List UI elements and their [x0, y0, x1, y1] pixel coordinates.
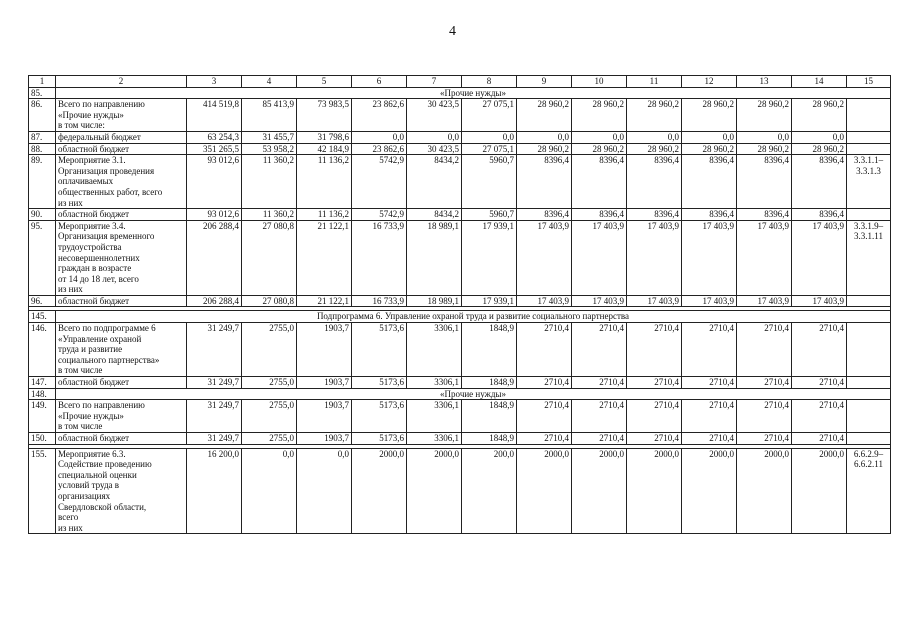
value-cell: 16 200,0	[187, 448, 242, 534]
value-cell: 2710,4	[572, 323, 627, 377]
code-cell	[847, 209, 891, 221]
value-cell: 2710,4	[737, 400, 792, 433]
row-number: 96.	[29, 295, 56, 307]
row-number: 95.	[29, 220, 56, 295]
value-cell: 11 360,2	[242, 209, 297, 221]
header-cell: 3	[187, 76, 242, 88]
value-cell: 28 960,2	[627, 143, 682, 155]
header-cell: 5	[297, 76, 352, 88]
value-cell: 8396,4	[792, 155, 847, 209]
value-cell: 1903,7	[297, 400, 352, 433]
header-cell: 13	[737, 76, 792, 88]
value-cell: 18 989,1	[407, 295, 462, 307]
value-cell: 23 862,6	[352, 143, 407, 155]
value-cell: 0,0	[737, 131, 792, 143]
code-cell: 3.3.1.9– 3.3.1.11	[847, 220, 891, 295]
value-cell: 3306,1	[407, 323, 462, 377]
row-name: Мероприятие 3.4. Организация временного трудоустройства несовершеннолетних граждан в возрасте от 14 до 18 лет, всего из них	[56, 220, 187, 295]
row-number: 88.	[29, 143, 56, 155]
value-cell: 93 012,6	[187, 209, 242, 221]
table-row	[29, 143, 891, 155]
header-cell: 14	[792, 76, 847, 88]
value-cell: 5173,6	[352, 433, 407, 445]
value-cell: 17 939,1	[462, 295, 517, 307]
value-cell: 27 075,1	[462, 143, 517, 155]
value-cell: 2710,4	[682, 377, 737, 389]
value-cell: 3306,1	[407, 400, 462, 433]
value-cell: 0,0	[242, 448, 297, 534]
value-cell: 2710,4	[627, 323, 682, 377]
section-title: «Прочие нужды»	[56, 87, 891, 99]
section-title: Подпрограмма 6. Управление охраной труда и развитие социального партнерства	[56, 311, 891, 323]
budget-table	[28, 75, 891, 534]
value-cell: 28 960,2	[517, 143, 572, 155]
row-name: федеральный бюджет	[56, 131, 187, 143]
value-cell: 73 983,5	[297, 99, 352, 132]
value-cell: 2710,4	[792, 433, 847, 445]
row-name: Всего по подпрограмме 6 «Управление охраной труда и развитие социального партнерства» в том числе	[56, 323, 187, 377]
value-cell: 2710,4	[737, 377, 792, 389]
code-cell	[847, 143, 891, 155]
code-cell	[847, 295, 891, 307]
code-cell: 6.6.2.9– 6.6.2.11	[847, 448, 891, 534]
section-row	[29, 311, 891, 323]
value-cell: 31 455,7	[242, 131, 297, 143]
section-row	[29, 87, 891, 99]
value-cell: 16 733,9	[352, 295, 407, 307]
value-cell: 8396,4	[627, 155, 682, 209]
value-cell: 63 254,3	[187, 131, 242, 143]
value-cell: 5742,9	[352, 155, 407, 209]
value-cell: 2710,4	[792, 400, 847, 433]
value-cell: 31 249,7	[187, 377, 242, 389]
value-cell: 2710,4	[517, 377, 572, 389]
value-cell: 2000,0	[627, 448, 682, 534]
value-cell: 3306,1	[407, 377, 462, 389]
value-cell: 5960,7	[462, 155, 517, 209]
value-cell: 1903,7	[297, 377, 352, 389]
header-cell: 12	[682, 76, 737, 88]
value-cell: 2710,4	[517, 433, 572, 445]
value-cell: 17 403,9	[627, 220, 682, 295]
value-cell: 17 403,9	[737, 295, 792, 307]
code-cell: 3.3.1.1– 3.3.1.3	[847, 155, 891, 209]
value-cell: 11 136,2	[297, 155, 352, 209]
table-body	[29, 76, 891, 534]
table-row	[29, 323, 891, 377]
value-cell: 2710,4	[627, 433, 682, 445]
table-row	[29, 400, 891, 433]
value-cell: 28 960,2	[682, 143, 737, 155]
value-cell: 8396,4	[517, 209, 572, 221]
value-cell: 5173,6	[352, 377, 407, 389]
row-name: Мероприятие 6.3. Содействие проведению специальной оценки условий труда в организациях Свердловской области, всего из них	[56, 448, 187, 534]
row-number: 87.	[29, 131, 56, 143]
value-cell: 18 989,1	[407, 220, 462, 295]
value-cell: 2710,4	[737, 433, 792, 445]
row-number: 150.	[29, 433, 56, 445]
row-number: 146.	[29, 323, 56, 377]
header-cell: 2	[56, 76, 187, 88]
section-row	[29, 388, 891, 400]
table-row	[29, 433, 891, 445]
value-cell: 0,0	[407, 131, 462, 143]
value-cell: 17 403,9	[737, 220, 792, 295]
value-cell: 2710,4	[572, 433, 627, 445]
value-cell: 8396,4	[572, 209, 627, 221]
row-name: областной бюджет	[56, 377, 187, 389]
row-name: областной бюджет	[56, 143, 187, 155]
value-cell: 31 798,6	[297, 131, 352, 143]
value-cell: 2710,4	[627, 377, 682, 389]
value-cell: 1903,7	[297, 433, 352, 445]
value-cell: 28 960,2	[627, 99, 682, 132]
value-cell: 2000,0	[517, 448, 572, 534]
value-cell: 17 403,9	[572, 295, 627, 307]
value-cell: 2710,4	[682, 323, 737, 377]
value-cell: 8396,4	[737, 209, 792, 221]
value-cell: 31 249,7	[187, 323, 242, 377]
value-cell: 8396,4	[737, 155, 792, 209]
value-cell: 30 423,5	[407, 99, 462, 132]
value-cell: 2000,0	[682, 448, 737, 534]
header-cell: 15	[847, 76, 891, 88]
value-cell: 0,0	[517, 131, 572, 143]
row-number: 89.	[29, 155, 56, 209]
value-cell: 8396,4	[517, 155, 572, 209]
value-cell: 0,0	[627, 131, 682, 143]
table-row	[29, 131, 891, 143]
value-cell: 2710,4	[682, 400, 737, 433]
header-cell: 11	[627, 76, 682, 88]
value-cell: 21 122,1	[297, 295, 352, 307]
row-number: 155.	[29, 448, 56, 534]
table-row	[29, 99, 891, 132]
value-cell: 1848,9	[462, 433, 517, 445]
header-row	[29, 76, 891, 88]
value-cell: 17 939,1	[462, 220, 517, 295]
value-cell: 27 080,8	[242, 220, 297, 295]
value-cell: 200,0	[462, 448, 517, 534]
value-cell: 8396,4	[682, 155, 737, 209]
code-cell	[847, 323, 891, 377]
value-cell: 28 960,2	[737, 99, 792, 132]
value-cell: 17 403,9	[572, 220, 627, 295]
value-cell: 42 184,9	[297, 143, 352, 155]
value-cell: 27 075,1	[462, 99, 517, 132]
value-cell: 3306,1	[407, 433, 462, 445]
table-row	[29, 295, 891, 307]
code-cell	[847, 377, 891, 389]
value-cell: 2710,4	[517, 323, 572, 377]
value-cell: 2710,4	[572, 400, 627, 433]
table-row	[29, 377, 891, 389]
row-name: Всего по направлению «Прочие нужды» в том числе	[56, 400, 187, 433]
code-cell	[847, 131, 891, 143]
table-row	[29, 448, 891, 534]
row-name: областной бюджет	[56, 295, 187, 307]
row-number: 86.	[29, 99, 56, 132]
value-cell: 414 519,8	[187, 99, 242, 132]
value-cell: 17 403,9	[517, 295, 572, 307]
value-cell: 17 403,9	[517, 220, 572, 295]
value-cell: 1903,7	[297, 323, 352, 377]
value-cell: 0,0	[462, 131, 517, 143]
value-cell: 0,0	[792, 131, 847, 143]
value-cell: 2755,0	[242, 400, 297, 433]
value-cell: 2000,0	[737, 448, 792, 534]
value-cell: 17 403,9	[627, 295, 682, 307]
value-cell: 2000,0	[792, 448, 847, 534]
code-cell	[847, 400, 891, 433]
value-cell: 23 862,6	[352, 99, 407, 132]
value-cell: 0,0	[572, 131, 627, 143]
value-cell: 8396,4	[627, 209, 682, 221]
value-cell: 11 360,2	[242, 155, 297, 209]
value-cell: 93 012,6	[187, 155, 242, 209]
code-cell	[847, 99, 891, 132]
value-cell: 2710,4	[737, 323, 792, 377]
value-cell: 2000,0	[407, 448, 462, 534]
value-cell: 28 960,2	[572, 143, 627, 155]
value-cell: 2000,0	[352, 448, 407, 534]
row-number: 145.	[29, 311, 56, 323]
header-cell: 6	[352, 76, 407, 88]
header-cell: 7	[407, 76, 462, 88]
page-number: 4	[449, 24, 456, 39]
value-cell: 2710,4	[792, 377, 847, 389]
row-name: Мероприятие 3.1. Организация проведения оплачиваемых общественных работ, всего из них	[56, 155, 187, 209]
value-cell: 8396,4	[792, 209, 847, 221]
value-cell: 8434,2	[407, 155, 462, 209]
value-cell: 31 249,7	[187, 433, 242, 445]
row-name: областной бюджет	[56, 209, 187, 221]
value-cell: 17 403,9	[682, 295, 737, 307]
table-row	[29, 209, 891, 221]
value-cell: 31 249,7	[187, 400, 242, 433]
value-cell: 11 136,2	[297, 209, 352, 221]
header-cell: 8	[462, 76, 517, 88]
value-cell: 28 960,2	[792, 99, 847, 132]
value-cell: 28 960,2	[682, 99, 737, 132]
value-cell: 17 403,9	[792, 220, 847, 295]
value-cell: 206 288,4	[187, 295, 242, 307]
header-cell: 1	[29, 76, 56, 88]
value-cell: 53 958,2	[242, 143, 297, 155]
value-cell: 2710,4	[627, 400, 682, 433]
row-number: 149.	[29, 400, 56, 433]
value-cell: 5960,7	[462, 209, 517, 221]
table-row	[29, 155, 891, 209]
table-row	[29, 220, 891, 295]
value-cell: 30 423,5	[407, 143, 462, 155]
section-title: «Прочие нужды»	[56, 388, 891, 400]
value-cell: 0,0	[297, 448, 352, 534]
row-number: 148.	[29, 388, 56, 400]
value-cell: 85 413,9	[242, 99, 297, 132]
header-cell: 10	[572, 76, 627, 88]
value-cell: 8396,4	[572, 155, 627, 209]
code-cell	[847, 433, 891, 445]
value-cell: 0,0	[682, 131, 737, 143]
value-cell: 2755,0	[242, 433, 297, 445]
value-cell: 5173,6	[352, 400, 407, 433]
row-number: 147.	[29, 377, 56, 389]
header-cell: 9	[517, 76, 572, 88]
header-cell: 4	[242, 76, 297, 88]
value-cell: 21 122,1	[297, 220, 352, 295]
value-cell: 206 288,4	[187, 220, 242, 295]
value-cell: 17 403,9	[682, 220, 737, 295]
value-cell: 28 960,2	[737, 143, 792, 155]
value-cell: 5742,9	[352, 209, 407, 221]
row-number: 85.	[29, 87, 56, 99]
value-cell: 2710,4	[682, 433, 737, 445]
row-number: 90.	[29, 209, 56, 221]
value-cell: 351 265,5	[187, 143, 242, 155]
value-cell: 8396,4	[682, 209, 737, 221]
value-cell: 2710,4	[792, 323, 847, 377]
value-cell: 1848,9	[462, 400, 517, 433]
value-cell: 2710,4	[572, 377, 627, 389]
value-cell: 27 080,8	[242, 295, 297, 307]
value-cell: 2710,4	[517, 400, 572, 433]
value-cell: 2755,0	[242, 377, 297, 389]
row-name: областной бюджет	[56, 433, 187, 445]
value-cell: 28 960,2	[517, 99, 572, 132]
value-cell: 0,0	[352, 131, 407, 143]
value-cell: 28 960,2	[792, 143, 847, 155]
value-cell: 17 403,9	[792, 295, 847, 307]
value-cell: 2755,0	[242, 323, 297, 377]
value-cell: 1848,9	[462, 377, 517, 389]
value-cell: 28 960,2	[572, 99, 627, 132]
value-cell: 16 733,9	[352, 220, 407, 295]
value-cell: 1848,9	[462, 323, 517, 377]
row-name: Всего по направлению «Прочие нужды» в том числе:	[56, 99, 187, 132]
value-cell: 5173,6	[352, 323, 407, 377]
value-cell: 2000,0	[572, 448, 627, 534]
value-cell: 8434,2	[407, 209, 462, 221]
